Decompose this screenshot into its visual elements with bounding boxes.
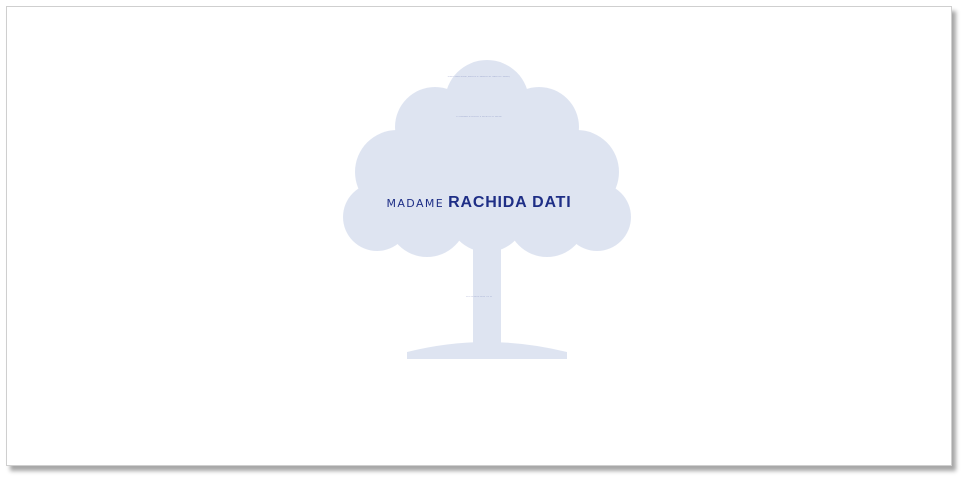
- date-time: Mardi 26 janvier 2010 à 19 h 30: [466, 297, 492, 298]
- guest-line: [7, 193, 951, 212]
- guest-prefix: madame: [386, 193, 445, 211]
- host-line-1: Georges-Francis Seingry, Conseiller à l’Assemblée des Français de l’étranger,: [447, 77, 511, 78]
- host-line-2: et les membres du bureau de la section UMP de Belgique: [456, 117, 502, 118]
- invitation-card: [6, 6, 952, 466]
- guest-name: RACHIDA DATI: [448, 194, 572, 211]
